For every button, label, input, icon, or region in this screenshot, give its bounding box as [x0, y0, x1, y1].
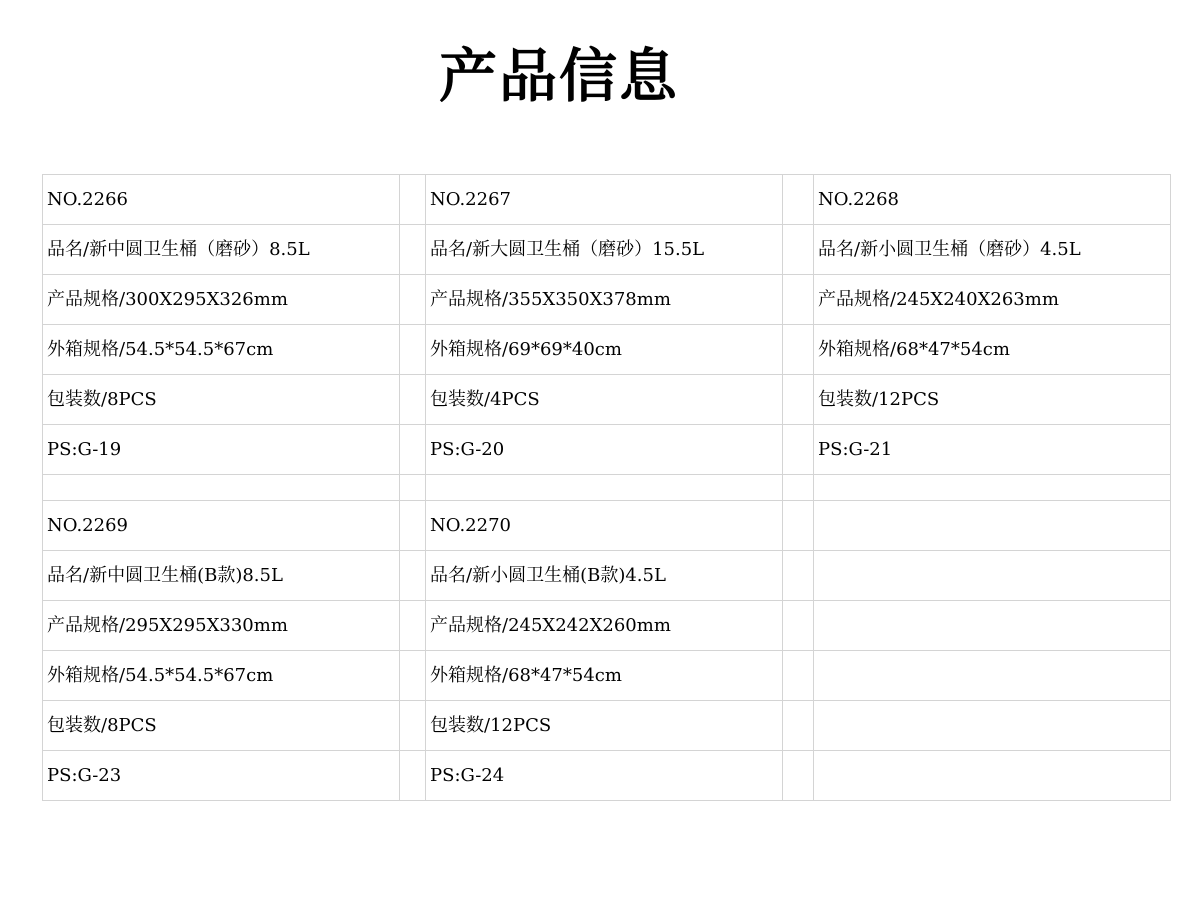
pack-quantity: 包装数/4PCS	[426, 375, 783, 425]
product-spec: 产品规格/245X240X263mm	[814, 275, 1171, 325]
table-row	[43, 551, 1171, 601]
separator-cell	[783, 601, 814, 651]
separator-cell	[783, 375, 814, 425]
separator-cell	[400, 601, 426, 651]
product-spec: 产品规格/295X295X330mm	[43, 601, 400, 651]
separator-cell	[783, 225, 814, 275]
separator-cell	[783, 475, 814, 501]
separator-cell	[783, 701, 814, 751]
carton-spec: 外箱规格/68*47*54cm	[426, 651, 783, 701]
table-row	[43, 501, 1171, 551]
empty-cell	[814, 475, 1171, 501]
separator-cell	[400, 701, 426, 751]
product-spec: 产品规格/300X295X326mm	[43, 275, 400, 325]
product-name: 品名/新小圆卫生桶(B款)4.5L	[426, 551, 783, 601]
ps-code: PS:G-20	[426, 425, 783, 475]
table-row	[43, 701, 1171, 751]
carton-spec: 外箱规格/68*47*54cm	[814, 325, 1171, 375]
product-name: 品名/新中圆卫生桶(B款)8.5L	[43, 551, 400, 601]
separator-cell	[400, 175, 426, 225]
pack-quantity: 包装数/8PCS	[43, 375, 400, 425]
product-name: 品名/新大圆卫生桶（磨砂）15.5L	[426, 225, 783, 275]
separator-cell	[783, 325, 814, 375]
separator-cell	[783, 425, 814, 475]
spacer-row	[43, 475, 1171, 501]
carton-spec: 外箱规格/69*69*40cm	[426, 325, 783, 375]
pack-quantity: 包装数/12PCS	[426, 701, 783, 751]
pack-quantity: 包装数/8PCS	[43, 701, 400, 751]
separator-cell	[783, 275, 814, 325]
empty-cell	[814, 751, 1171, 801]
ps-code: PS:G-19	[43, 425, 400, 475]
separator-cell	[400, 375, 426, 425]
empty-cell	[814, 551, 1171, 601]
separator-cell	[783, 551, 814, 601]
empty-cell	[43, 475, 400, 501]
pack-quantity: 包装数/12PCS	[814, 375, 1171, 425]
separator-cell	[783, 501, 814, 551]
table-row	[43, 651, 1171, 701]
separator-cell	[400, 275, 426, 325]
separator-cell	[400, 475, 426, 501]
page-title: 产品信息	[438, 42, 679, 110]
separator-cell	[783, 751, 814, 801]
product-spec: 产品规格/245X242X260mm	[426, 601, 783, 651]
table-row	[43, 275, 1171, 325]
empty-cell	[814, 501, 1171, 551]
table-row	[43, 325, 1171, 375]
empty-cell	[426, 475, 783, 501]
table-row	[43, 375, 1171, 425]
product-name: 品名/新小圆卫生桶（磨砂）4.5L	[814, 225, 1171, 275]
separator-cell	[400, 425, 426, 475]
product-number: NO.2268	[814, 175, 1171, 225]
ps-code: PS:G-23	[43, 751, 400, 801]
product-spec: 产品规格/355X350X378mm	[426, 275, 783, 325]
product-number: NO.2269	[43, 501, 400, 551]
table-row	[43, 425, 1171, 475]
separator-cell	[400, 651, 426, 701]
product-number: NO.2267	[426, 175, 783, 225]
table-row	[43, 175, 1171, 225]
carton-spec: 外箱规格/54.5*54.5*67cm	[43, 651, 400, 701]
table-row	[43, 225, 1171, 275]
product-number: NO.2266	[43, 175, 400, 225]
table-row	[43, 751, 1171, 801]
product-name: 品名/新中圆卫生桶（磨砂）8.5L	[43, 225, 400, 275]
separator-cell	[400, 225, 426, 275]
separator-cell	[400, 551, 426, 601]
ps-code: PS:G-24	[426, 751, 783, 801]
separator-cell	[783, 651, 814, 701]
product-info-table	[42, 174, 1171, 801]
product-number: NO.2270	[426, 501, 783, 551]
table-row	[43, 601, 1171, 651]
separator-cell	[400, 501, 426, 551]
separator-cell	[783, 175, 814, 225]
ps-code: PS:G-21	[814, 425, 1171, 475]
separator-cell	[400, 325, 426, 375]
empty-cell	[814, 651, 1171, 701]
carton-spec: 外箱规格/54.5*54.5*67cm	[43, 325, 400, 375]
empty-cell	[814, 601, 1171, 651]
empty-cell	[814, 701, 1171, 751]
separator-cell	[400, 751, 426, 801]
